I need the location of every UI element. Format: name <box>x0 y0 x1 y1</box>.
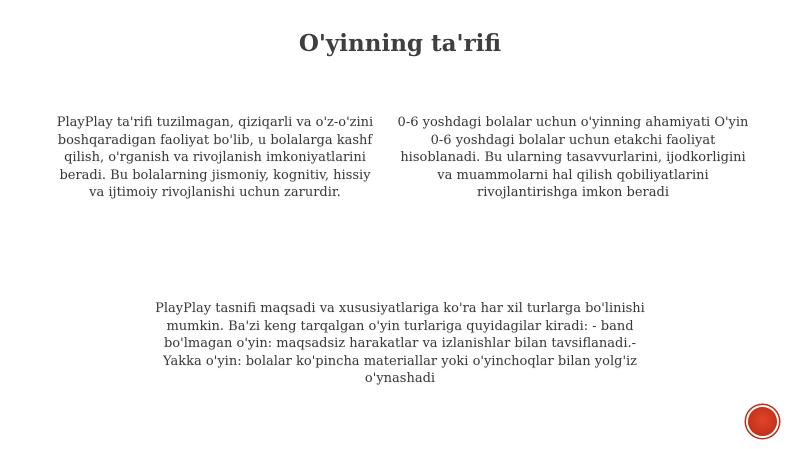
classification-text: PlayPlay tasnifi maqsadi va xususiyatlariga ko'ra har xil turlarga bo'linishi mumkin. Ba'zi keng tarqalgan o'yin turlariga quyidagilar kiradi: - band bo'lmagan o'yin: maqsadsiz harakatlar va izlanishlar bilan tavsiflanadi.- Yakka o'yin: bolalar ko'pincha materiallar yoki o'yinchoqlar bilan yolg'iz o'ynashadi <box>155 301 645 386</box>
importance-text: 0-6 yoshdagi bolalar uchun o'yinning ahamiyati O'yin 0-6 yoshdagi bolalar uchun etakchi faoliyat hisoblanadi. Bu ularning tasavvurlarini, ijodkorligini va muammolarni hal qilish qobiliyatlarini rivojlantirishga imkon beradi <box>397 115 749 200</box>
definition-text: PlayPlay ta'rifi tuzilmagan, qiziqarli va o'z-o'zini boshqaradigan faoliyat bo'lib, u bolalarga kashf qilish, o'rganish va rivojlanish imkoniyatlarini beradi. Bu bolalarning jismoniy, kognitiv, hissiy va ijtimoiy rivojlanishi uchun zarurdir. <box>56 115 374 200</box>
slide-title: O'yinning ta'rifi <box>298 30 502 57</box>
red-circle-button-icon[interactable] <box>748 407 777 436</box>
